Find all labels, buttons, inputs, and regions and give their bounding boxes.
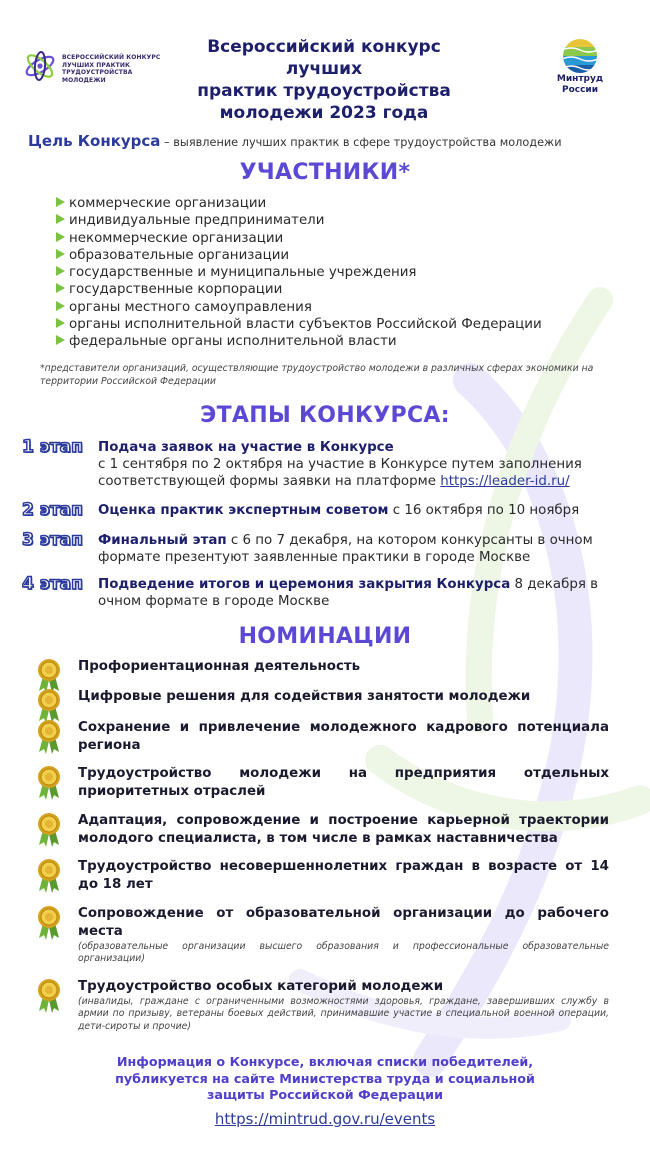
list-item-text: некоммерческие организации (69, 230, 284, 246)
list-item-text: органы местного самоуправления (69, 299, 312, 315)
mintrud-events-link[interactable]: https://mintrud.gov.ru/events (214, 1110, 436, 1128)
participants-heading: УЧАСТНИКИ* (239, 160, 411, 185)
stage-title: Оценка практик экспертным советом (98, 503, 389, 518)
list-item (56, 195, 616, 212)
bullet-arrow-icon (56, 249, 65, 259)
nomination-note: (образовательные организации высшего образования и профессиональные образовательные организации) (78, 941, 609, 965)
stage-title: Финальный этап (98, 533, 227, 548)
stage-description (98, 576, 618, 610)
list-item-text: федеральные органы исполнительной власти (69, 334, 397, 350)
stage-number: 3 этап (22, 530, 83, 550)
mintrud-logo-icon (562, 38, 598, 74)
goal-text: – выявление лучших практик в сфере трудоустройства молодежи (160, 136, 562, 149)
mintrud-logo-line: России (561, 85, 599, 95)
list-item (56, 316, 616, 333)
header (0, 0, 650, 123)
medal-icon (34, 765, 64, 801)
stage-number: 2 этап (22, 500, 83, 520)
list-item (56, 230, 616, 247)
participants-footnote: *представители организаций, осуществляющие трудоустройство молодежи в различных сферах экономики на территории Российской Федерации (40, 363, 594, 387)
stage-number: 1 этап (22, 437, 83, 457)
list-item-text: индивидуальные предприниматели (69, 213, 325, 229)
medal-icon (34, 812, 64, 848)
nomination-title: Сохранение и привлечение молодежного кадрового потенциала региона (78, 720, 609, 753)
contest-logo (22, 48, 172, 84)
bullet-arrow-icon (56, 335, 65, 345)
stage-title: Подача заявок на участие в Конкурсе (98, 440, 394, 455)
mintrud-logo (548, 38, 612, 102)
footer-line: защиты Российской Федерации (207, 1087, 443, 1103)
stage-description (98, 532, 618, 566)
title-line: практик трудоустройства (197, 81, 451, 101)
stage-text: с 1 сентября по 2 октября на участие в Конкурсе путем заполнения соответствующей формы заявки на платформе (98, 457, 582, 489)
list-item (56, 212, 616, 229)
list-item-text: образовательные организации (69, 247, 290, 263)
nomination-title: Трудоустройство несовершеннолетних граждан в возрасте от 14 до 18 лет (78, 859, 609, 892)
list-item-text: коммерческие организации (69, 196, 267, 211)
bullet-arrow-icon (56, 266, 65, 276)
mintrud-logo-line: Минтруд (556, 74, 604, 84)
list-item-text: государственные и муниципальные учреждения (69, 265, 417, 281)
list-item (56, 264, 616, 281)
footer-line: публикуется на сайте Министерства труда и социальной (115, 1070, 535, 1086)
nominations-heading: НОМИНАЦИИ (238, 624, 412, 649)
stage-number: 4 этап (22, 574, 83, 594)
list-item (56, 281, 616, 298)
stage-title: Подведение итогов и церемония закрытия Конкурса (98, 577, 511, 592)
medal-icon (34, 905, 64, 941)
list-item-text: органы исполнительной власти субъектов Российской Федерации (69, 317, 542, 333)
nomination-note: (инвалиды, граждане с ограниченными возможностями здоровья, граждане, завершивших службу в армии по призыву, ветераны боевых действий, принимавшие участие в специальной военной операции, дети-сироты и прочие) (78, 996, 609, 1032)
title-line: Всероссийский конкурс лучших (207, 37, 441, 79)
nomination-title: Адаптация, сопровождение и построение карьерной траектории молодого специалиста, в том числе в рамках наставничества (78, 813, 609, 846)
nomination-title: Трудоустройство молодежи на предприятия отдельных приоритетных отраслей (78, 766, 609, 799)
list-item (56, 247, 616, 264)
bullet-arrow-icon (56, 283, 65, 293)
medal-icon (34, 719, 64, 755)
nomination-title: Трудоустройство особых категорий молодежи (78, 979, 444, 994)
contest-goal (28, 132, 638, 150)
bullet-arrow-icon (56, 301, 65, 311)
nomination-title: Цифровые решения для содействия занятости молодежи (78, 689, 531, 704)
stage-description (98, 439, 618, 490)
bullet-arrow-icon (56, 318, 65, 328)
logo-left-line: ТРУДОУСТРОЙСТВА МОЛОДЕЖИ (62, 69, 133, 84)
bullet-arrow-icon (56, 214, 65, 224)
stages-heading: ЭТАПЫ КОНКУРСА: (200, 403, 450, 428)
footer-info (60, 1054, 590, 1104)
nomination-title: Профориентационная деятельность (78, 659, 361, 674)
contest-logo-icon (22, 48, 58, 84)
participants-list (56, 195, 616, 351)
stage-text: с 16 октября по 10 ноября (388, 503, 580, 518)
list-item (56, 333, 616, 350)
page-title (170, 36, 478, 124)
title-line: молодежи 2023 года (219, 103, 429, 123)
list-item (56, 299, 616, 316)
medal-icon (34, 858, 64, 894)
logo-left-line: ЛУЧШИХ ПРАКТИК (62, 61, 130, 69)
nomination-title: Сопровождение от образовательной организации до рабочего места (78, 906, 609, 939)
stage-text: с 6 по 7 декабря, на котором конкурсанты в очном формате презентуют заявленные практики в городе Москве (98, 533, 593, 565)
stage-text: 8 декабря в очном формате в городе Москве (98, 577, 599, 609)
bullet-arrow-icon (56, 232, 65, 242)
stage-description (98, 502, 618, 519)
logo-left-line: ВСЕРОССИЙСКИЙ КОНКУРС (62, 54, 161, 61)
bullet-arrow-icon (56, 197, 65, 207)
goal-label: Цель Конкурса (28, 132, 161, 150)
list-item-text: государственные корпорации (69, 282, 283, 298)
medal-icon (34, 978, 64, 1014)
leader-id-link[interactable]: https://leader-id.ru/ (440, 474, 570, 489)
footer-line: Информация о Конкурсе, включая списки победителей, (116, 1054, 534, 1069)
